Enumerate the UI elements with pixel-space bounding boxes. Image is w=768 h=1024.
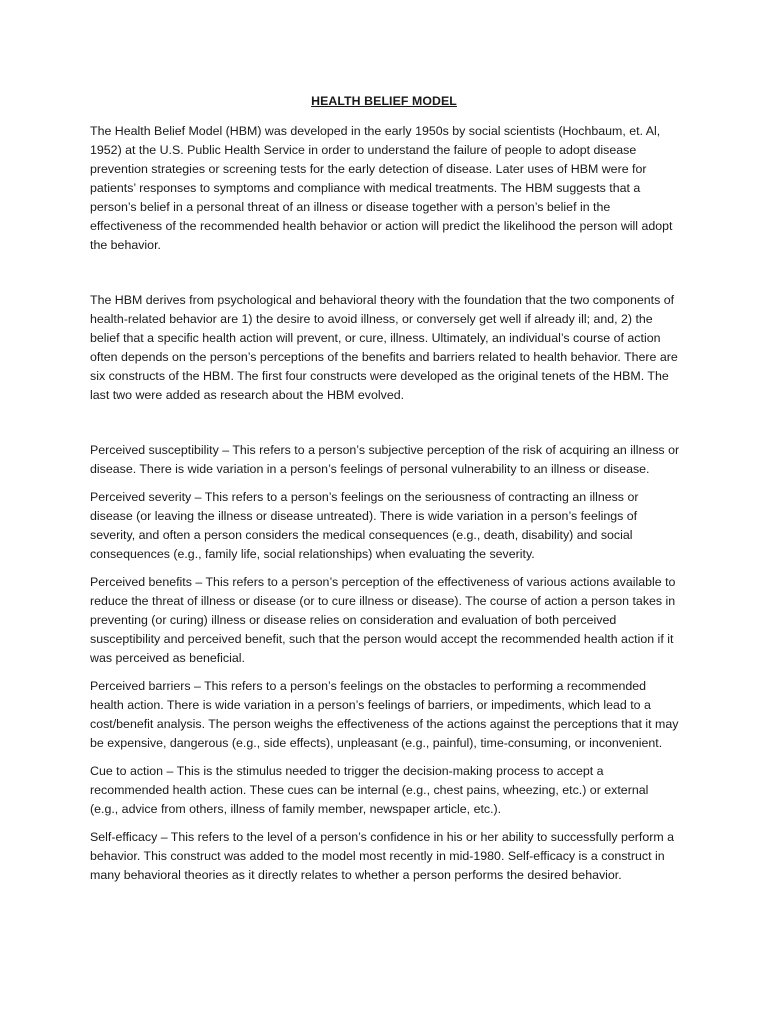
paragraph-intro: The Health Belief Model (HBM) was developed in the early 1950s by social scientists (Hochbaum, et. Al, 1952) at the U.S. Public Health Service in order to understand the failure of people to adopt disease prevention strategies or screening tests for the early detection of disease. Later uses of HBM were for patients’ responses to symptoms and compliance with medical treatments. The HBM suggests that a person’s belief in a personal threat of an illness or disease together with a person’s belief in the effectiveness of the recommended health behavior or action will predict the likelihood the person will adopt the behavior. bbox=[90, 124, 673, 252]
paragraph-perceived-susceptibility: Perceived susceptibility – This refers to a person’s subjective perception of the risk of acquiring an illness or disease. There is wide variation in a person’s feelings of personal vulnerability to an illness or disease. bbox=[90, 443, 680, 476]
paragraph-perceived-benefits: Perceived benefits – This refers to a person’s perception of the effectiveness of various actions available to reduce the threat of illness or disease (or to cure illness or disease). The course of action a person takes in preventing (or curing) illness or disease relies on consideration and evaluation of both perceived susceptibility and perceived benefit, such that the person would accept the recommended health action if it was perceived as beneficial. bbox=[90, 575, 676, 665]
document-body bbox=[90, 122, 680, 894]
paragraph-perceived-barriers: Perceived barriers – This refers to a person’s feelings on the obstacles to performing a recommended health action. There is wide variation in a person’s feelings of barriers, or impediments, which lead to a cost/benefit analysis. The person weighs the effectiveness of the actions against the perceptions that it may be expensive, dangerous (e.g., side effects), unpleasant (e.g., painful), time-consuming, or inconvenient. bbox=[90, 679, 679, 750]
paragraph-perceived-severity: Perceived severity – This refers to a person’s feelings on the seriousness of contracting an illness or disease (or leaving the illness or disease untreated). There is wide variation in a person’s feelings of severity, and often a person considers the medical consequences (e.g., death, disability) and social consequences (e.g., family life, social relationships) when evaluating the severity. bbox=[90, 490, 639, 561]
document-title: HEALTH BELIEF MODEL bbox=[311, 94, 457, 108]
paragraph-cue-to-action: Cue to action – This is the stimulus needed to trigger the decision-making process to accept a recommended health action. These cues can be internal (e.g., chest pains, wheezing, etc.) or external (e.g., advice from others, illness of family member, newspaper article, etc.). bbox=[90, 764, 649, 816]
paragraph-self-efficacy: Self-efficacy – This refers to the level of a person’s confidence in his or her ability to successfully perform a behavior. This construct was added to the model most recently in mid-1980. Self-efficacy is a construct in many behavioral theories as it directly relates to whether a person performs the desired behavior. bbox=[90, 830, 675, 882]
paragraph-foundation: The HBM derives from psychological and behavioral theory with the foundation that the two components of health-related behavior are 1) the desire to avoid illness, or conversely get well if already ill; and, 2) the belief that a specific health action will prevent, or cure, illness. Ultimately, an individual’s course of action often depends on the person’s perceptions of the benefits and barriers related to health behavior. There are six constructs of the HBM. The first four constructs were developed as the original tenets of the HBM. The last two were added as research about the HBM evolved. bbox=[90, 293, 678, 402]
